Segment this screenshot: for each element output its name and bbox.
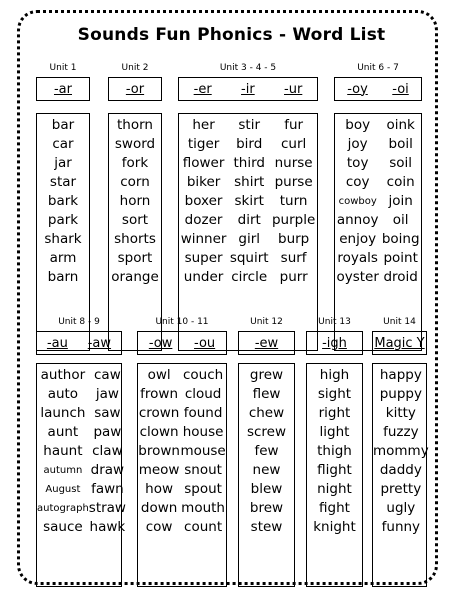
word: circle [231,269,268,285]
word: coin [386,174,415,190]
word: corn [120,174,150,190]
sound-pattern: -ir [241,81,255,97]
word: joy [347,136,368,152]
word: straw [88,500,126,516]
sound-header-box [178,77,318,101]
unit-label: Unit 10 - 11 [155,317,209,327]
unit-label: Unit 2 [121,63,149,73]
word: bird [236,136,263,152]
word: super [184,250,223,266]
word: oil [392,212,409,228]
word: August [45,484,81,495]
sound-pattern: -au [46,335,68,351]
word: pretty [380,481,422,497]
word: saw [94,405,121,421]
word: car [52,136,74,152]
word: fork [121,155,149,171]
sound-header-box [36,77,90,101]
word-box [36,113,90,351]
word: cowboy [338,196,377,207]
word: spout [184,481,222,497]
word-box [137,363,227,587]
word: haunt [43,443,83,459]
word: paw [93,424,122,440]
sound-header-box [108,77,162,101]
word: under [183,269,224,285]
sound-header-box [372,331,427,355]
unit-label: Unit 8 - 9 [58,317,100,327]
word: new [252,462,281,478]
word: fuzzy [383,424,419,440]
word: turn [279,193,308,209]
word: thigh [317,443,352,459]
word: curl [280,136,307,152]
word: screw [246,424,287,440]
word: orange [111,269,159,285]
word: boy [345,117,371,133]
word: shirt [234,174,265,190]
word: auto [47,386,79,402]
word: autumn [43,465,83,476]
unit-label: Unit 1 [49,63,77,73]
sound-pattern: -or [125,81,145,97]
word: park [47,212,79,228]
unit-label: Unit 12 [250,317,283,327]
word: down [140,500,178,516]
word: hawk [89,519,126,535]
word-column [180,366,225,586]
word: frown [140,386,179,402]
word: sight [317,386,352,402]
word: mouse [180,443,226,459]
word: royals [337,250,378,266]
word: nurse [274,155,313,171]
sound-header-box [334,77,422,101]
word: bark [47,193,79,209]
word: house [182,424,224,440]
word: squirt [229,250,269,266]
sound-pattern: -ou [194,335,216,351]
sound-pattern: -ar [53,81,72,97]
sound-header-box [137,331,227,355]
word: funny [381,519,421,535]
word: ugly [386,500,416,516]
word: jaw [95,386,119,402]
word: grew [249,367,284,383]
word: light [319,424,350,440]
word: boing [381,231,420,247]
word: toy [346,155,369,171]
word: skirt [234,193,264,209]
word: mouth [181,500,225,516]
word: cow [145,519,173,535]
word-column [89,366,126,586]
word: puppy [379,386,422,402]
word: brew [249,500,284,516]
word: blew [250,481,283,497]
word: winner [180,231,227,247]
word: right [318,405,351,421]
word: soil [389,155,413,171]
word: stew [250,519,283,535]
word: third [233,155,265,171]
word-column [44,116,81,350]
word: tiger [187,136,220,152]
word: barn [47,269,79,285]
word: author [40,367,86,383]
sound-pattern: -oy [347,81,368,97]
word: clown [139,424,179,440]
word-box [334,113,425,351]
word-column [272,116,315,350]
word: star [49,174,77,190]
word: her [192,117,215,133]
word: knight [313,519,356,535]
word: purple [271,212,316,228]
word: owl [147,367,171,383]
word: sauce [43,519,83,535]
word: kitty [385,405,416,421]
word: oyster [336,269,379,285]
word: shorts [114,231,156,247]
word: few [254,443,279,459]
word-column [247,366,286,586]
sound-pattern: -ow [148,335,173,351]
word: thorn [117,117,153,133]
word: flight [317,462,352,478]
word: mommy [373,443,429,459]
word: horn [119,193,151,209]
unit-label: Unit 13 [318,317,351,327]
word: point [383,250,418,266]
word-box [178,113,318,351]
word: boxer [184,193,223,209]
word: surf [280,250,307,266]
word-column [313,366,356,586]
word: enjoy [339,231,377,247]
sound-pattern: -aw [87,335,112,351]
word: claw [92,443,123,459]
word: annoy [336,212,379,228]
word-box [372,363,427,587]
word: aunt [47,424,79,440]
word: launch [40,405,86,421]
word-box [108,113,162,351]
word: sport [117,250,153,266]
word: crown [138,405,180,421]
sound-pattern: -ur [284,81,303,97]
word: high [319,367,350,383]
word-column [111,116,159,350]
word: flower [182,155,225,171]
word: chew [248,405,285,421]
word: biker [186,174,221,190]
word: daddy [379,462,422,478]
word: fight [319,500,350,516]
word: autograph [37,503,89,514]
word: couch [182,367,224,383]
unit-label: Unit 6 - 7 [357,63,399,73]
word: happy [379,367,422,383]
word: found [183,405,223,421]
word: night [317,481,352,497]
word: sort [121,212,149,228]
word: arm [49,250,77,266]
word: shark [44,231,82,247]
word: stir [238,117,261,133]
word-column [37,366,89,586]
word: girl [238,231,261,247]
word: burp [278,231,310,247]
sound-pattern: -er [193,81,212,97]
unit-label: Unit 3 - 4 - 5 [219,63,277,73]
word-column [373,366,429,586]
word-box [238,363,295,587]
word: boil [388,136,413,152]
word: meow [138,462,180,478]
word-column [230,116,269,350]
word: purr [279,269,308,285]
word: fur [284,117,304,133]
sound-pattern: -igh [322,335,347,351]
word: how [145,481,174,497]
sound-header-box [36,331,122,355]
word: fawn [91,481,124,497]
word: flew [252,386,281,402]
word: caw [94,367,121,383]
word: jar [54,155,72,171]
sound-pattern: -oi [392,81,409,97]
word-box [36,363,126,587]
sound-header-box [238,331,295,355]
word: draw [90,462,125,478]
word-column [382,116,420,350]
sound-pattern: Magic Y [374,335,425,351]
word: cloud [184,386,222,402]
unit-label: Unit 14 [383,317,416,327]
word-box [306,363,363,587]
word: snout [184,462,222,478]
word-column [181,116,227,350]
word: oink [386,117,415,133]
word: bar [51,117,75,133]
word: brown [138,443,180,459]
word: dozer [184,212,223,228]
page-title: Sounds Fun Phonics - Word List [77,25,386,45]
word: purse [274,174,313,190]
word: droid [383,269,418,285]
word: coy [345,174,370,190]
word: join [388,193,413,209]
sound-header-box [306,331,363,355]
word-column [138,366,180,586]
word: sword [114,136,156,152]
sound-pattern: -ew [254,335,279,351]
word: count [184,519,223,535]
word-column [336,116,378,350]
word: dirt [237,212,261,228]
